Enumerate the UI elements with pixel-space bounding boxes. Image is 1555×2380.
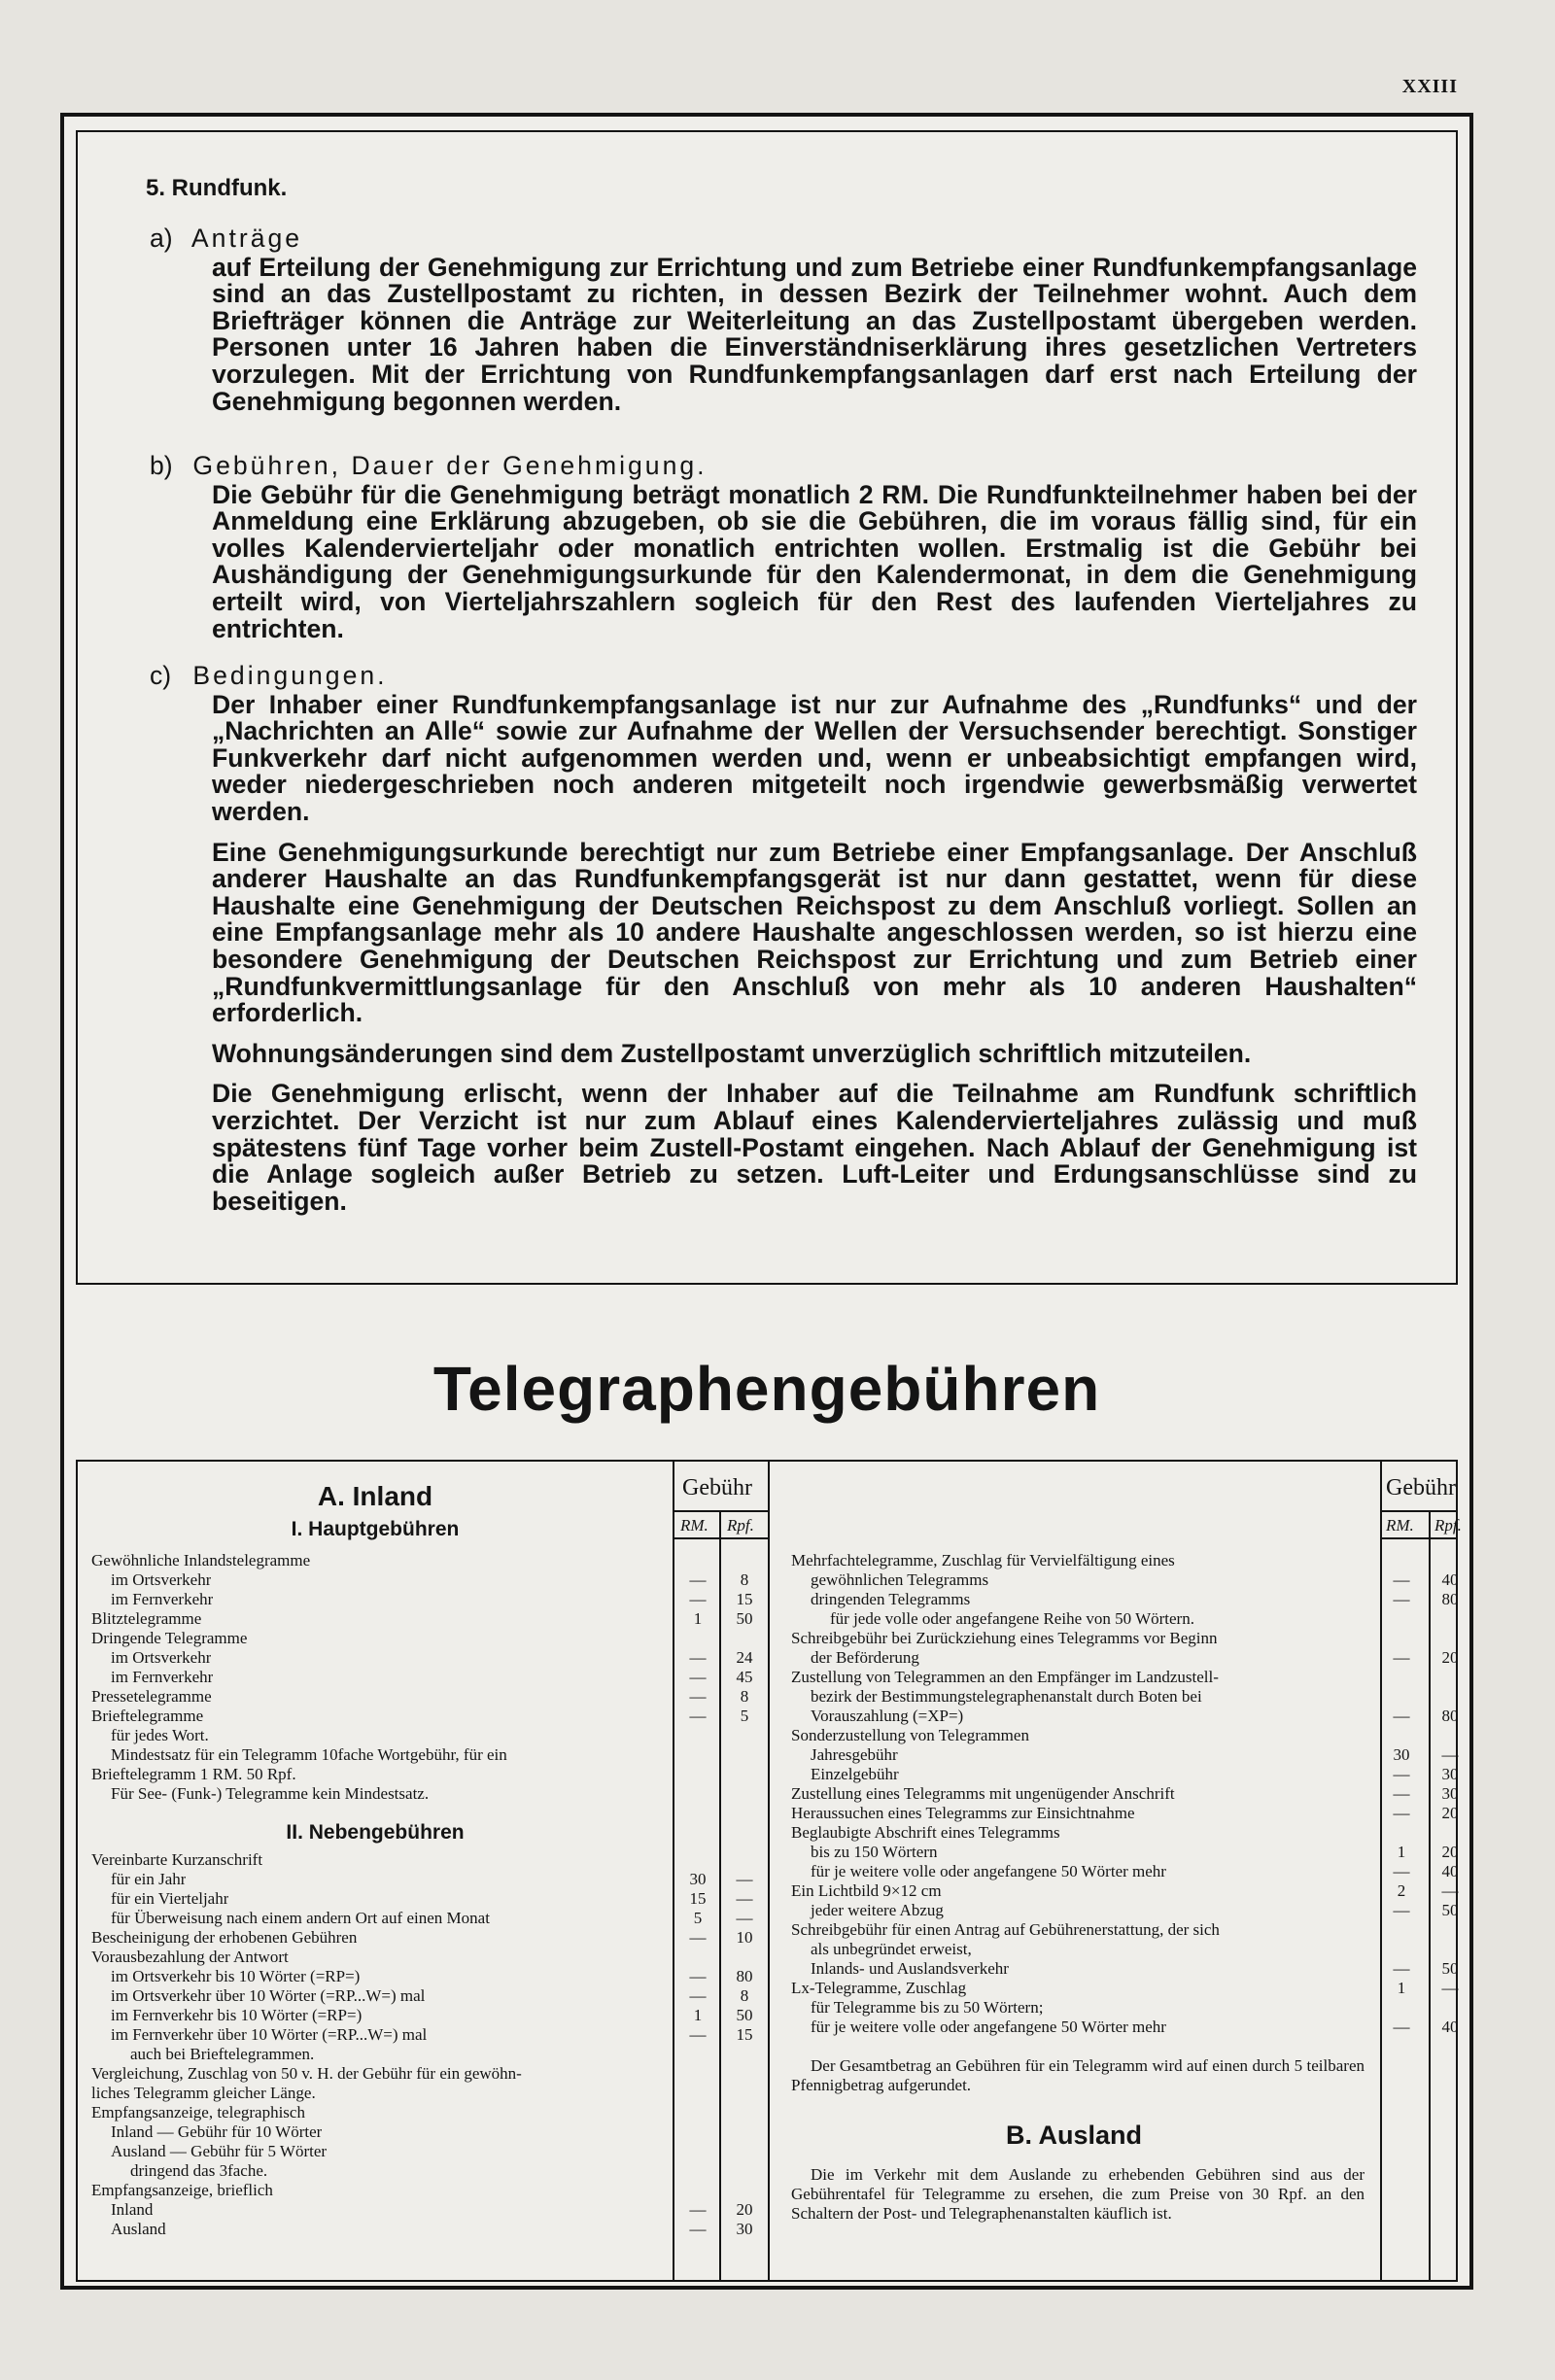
subsection-heading-text: Bedingungen.	[192, 661, 388, 690]
rpf-value: 80	[1441, 1590, 1459, 1608]
rm-value: —	[689, 2200, 707, 2219]
tariff-label: Inland	[111, 2200, 154, 2219]
tariff-label: jeder weitere Abzug	[811, 1901, 944, 1919]
tariff-label: Zustellung von Telegrammen an den Empfänger im Landzustell-	[791, 1668, 1219, 1686]
subsection-b	[150, 453, 1417, 656]
tariff-row	[791, 1765, 1462, 1784]
tariff-row	[791, 1687, 1462, 1707]
hauptgebuehren-heading: I. Hauptgebühren	[291, 1518, 460, 1540]
rpf-value: 15	[736, 2025, 753, 2044]
tariff-label: Inland — Gebühr für 10 Wörter	[111, 2122, 323, 2141]
tariff-row	[791, 1979, 1462, 1998]
tariff-row	[791, 1590, 1462, 1609]
tariff-row	[791, 1862, 1462, 1881]
rpf-value: 20	[1441, 1648, 1459, 1667]
rm-value: —	[689, 1967, 707, 1985]
gebuehr-header-left: Gebühr	[682, 1475, 752, 1500]
subsection-heading-text: Gebühren, Dauer der Genehmigung.	[192, 451, 708, 480]
tariff-label: Bescheinigung der erhobenen Gebühren	[91, 1928, 358, 1947]
tariff-row	[791, 1648, 1462, 1668]
tariff-label: Mehrfachtelegramme, Zuschlag für Vervielfältigung eines	[791, 1551, 1175, 1569]
subsection-heading-text: Anträge	[190, 224, 303, 253]
tariff-row	[91, 1889, 772, 1909]
tariff-row	[791, 2018, 1462, 2037]
right-list	[791, 1551, 1462, 2037]
tariff-label: Schreibgebühr bei Zurückziehung eines Telegramms vor Beginn	[791, 1629, 1218, 1647]
tariff-label: Beglaubigte Abschrift eines Telegramms	[791, 1823, 1060, 1842]
tariff-row	[91, 1570, 772, 1590]
tariff-label: liches Telegramm gleicher Länge.	[91, 2084, 316, 2102]
tariff-label: Zustellung eines Telegramms mit ungenügender Anschrift	[791, 1784, 1175, 1803]
tariff-row	[791, 1940, 1462, 1959]
tariff-label: im Ortsverkehr über 10 Wörter (=RP...W=) mal	[111, 1986, 426, 2005]
tariff-label: dringenden Telegramms	[811, 1590, 971, 1608]
hauptgebuehren-list	[91, 1551, 772, 1804]
tariff-label: Empfangsanzeige, brieflich	[91, 2181, 273, 2199]
nebengebuehren-list	[91, 1850, 772, 2239]
tariff-label: Mindestsatz für ein Telegramm 10fache Wortgebühr, für ein	[111, 1745, 507, 1764]
rm-value: —	[1393, 1901, 1410, 1919]
rpf-value: 30	[1441, 1784, 1459, 1803]
rpf-value: —	[1441, 1881, 1459, 1900]
rm-value: 30	[689, 1870, 707, 1888]
rpf-value: 20	[736, 2200, 753, 2219]
tariff-row	[91, 1870, 772, 1889]
rpf-value: 30	[736, 2220, 753, 2238]
tariff-row	[91, 2064, 772, 2084]
rpf-value: 40	[1441, 1570, 1459, 1589]
rm-value: —	[689, 1707, 707, 1725]
rpf-value: —	[1441, 1745, 1459, 1764]
telegraph-title-band	[76, 1304, 1458, 1446]
header-rule	[673, 1537, 768, 1539]
rm-header-left: RM.	[680, 1516, 708, 1535]
tariff-label: Brieftelegramme	[91, 1707, 204, 1725]
tariff-label: gewöhnlichen Telegramms	[811, 1570, 989, 1589]
tariff-label: Lx-Telegramme, Zuschlag	[791, 1979, 967, 1997]
rm-value: —	[689, 1986, 707, 2005]
tariff-label: im Ortsverkehr	[111, 1648, 212, 1667]
subsection-a	[150, 225, 1417, 429]
paragraph: Die Gebühr für die Genehmigung beträgt monatlich 2 RM. Die Rundfunkteilnehmer haben bei der Anmeldung eine Erklärung abzugeben, ob sie die Gebühren, die im voraus fällig sind, für ein volles Kalendervierteljahr oder monatlich entrichten wollen. Erstmalig ist die Gebühr bei Aushändigung der Genehmigungsurkunde für den Kalendermonat, in dem die Genehmigung erteilt wird, von Vierteljahrszahlern sogleich für den Rest des laufenden Vierteljahres zu entrichten.	[212, 479, 1417, 643]
rpf-value: —	[1441, 1979, 1459, 1997]
tariff-row	[91, 2025, 772, 2045]
tariff-row	[91, 2103, 772, 2122]
tariff-row	[91, 2006, 772, 2025]
rpf-value: 40	[1441, 2018, 1459, 2036]
paragraph: Wohnungsänderungen sind dem Zustellpostamt unverzüglich schriftlich mitzuteilen.	[212, 1038, 1252, 1068]
tariff-label: Heraussuchen eines Telegramms zur Einsichtnahme	[791, 1804, 1135, 1822]
subsection-c-body	[212, 689, 1417, 1216]
rundfunk-box	[76, 130, 1458, 1285]
tariff-label: bis zu 150 Wörtern	[811, 1843, 938, 1861]
rpf-value: 24	[736, 1648, 753, 1667]
rpf-header-left: Rpf.	[727, 1516, 754, 1535]
tariff-row	[91, 1726, 772, 1745]
tariff-label: Ausland	[111, 2220, 166, 2238]
tariff-row	[91, 1687, 772, 1707]
rpf-value: 5	[740, 1707, 749, 1725]
tariff-row	[91, 2220, 772, 2239]
rpf-value: 50	[1441, 1959, 1459, 1978]
rm-value: —	[1393, 1648, 1410, 1667]
tariff-row	[791, 1551, 1462, 1570]
telegraph-table	[76, 1460, 1462, 2282]
rm-value: —	[1393, 1784, 1410, 1803]
rpf-value: 50	[736, 1609, 753, 1628]
rm-value: —	[1393, 1959, 1410, 1978]
rm-value: —	[1393, 2018, 1410, 2036]
tariff-label: der Beförderung	[811, 1648, 919, 1667]
tariff-label: Gewöhnliche Inlandstelegramme	[91, 1551, 311, 1569]
tariff-row	[791, 1843, 1462, 1862]
subsection-letter: a)	[150, 224, 173, 253]
rpf-value: 45	[736, 1668, 753, 1686]
tariff-label: Vereinbarte Kurzanschrift	[91, 1850, 263, 1869]
subsection-b-heading	[150, 453, 1417, 480]
rm-value: —	[1393, 1765, 1410, 1783]
tariff-row	[91, 1765, 772, 1784]
rm-value: 1	[693, 2006, 703, 2024]
rm-value: 5	[693, 1909, 703, 1927]
tariff-row	[91, 1928, 772, 1948]
rm-value: —	[1393, 1862, 1410, 1880]
tariff-row	[91, 2122, 772, 2142]
subsection-a-heading	[150, 225, 1417, 253]
tariff-row	[791, 1920, 1462, 1940]
tariff-label: Empfangsanzeige, telegraphisch	[91, 2103, 305, 2121]
tariff-label: im Fernverkehr bis 10 Wörter (=RP=)	[111, 2006, 363, 2024]
subsection-letter: c)	[150, 661, 172, 690]
header-rule	[1380, 1510, 1458, 1512]
rpf-value: —	[736, 1870, 753, 1888]
rm-value: —	[689, 1668, 707, 1686]
rpf-value: 20	[1441, 1843, 1459, 1861]
tariff-label: Vorausbezahlung der Antwort	[91, 1948, 289, 1966]
tariff-row	[791, 1668, 1462, 1687]
tariff-row	[791, 1726, 1462, 1745]
ausland-heading: B. Ausland	[1005, 2121, 1142, 2150]
rpf-value: 80	[1441, 1707, 1459, 1725]
header-rule	[1380, 1537, 1458, 1539]
subsection-c-heading	[150, 663, 1417, 690]
tariff-row	[791, 1707, 1462, 1726]
header-rule	[673, 1510, 768, 1512]
rpf-value: —	[736, 1909, 753, 1927]
rm-value: —	[1393, 1590, 1410, 1608]
tariff-label: im Fernverkehr über 10 Wörter (=RP...W=) mal	[111, 2025, 428, 2044]
tariff-row	[91, 2181, 772, 2200]
tariff-row	[791, 1998, 1462, 2018]
rm-value: —	[1393, 1570, 1410, 1589]
tariff-row	[91, 2084, 772, 2103]
rpf-header-right: Rpf.	[1434, 1516, 1462, 1535]
tariff-row	[91, 1609, 772, 1629]
rpf-value: 8	[740, 1687, 749, 1706]
telegraph-title: Telegraphengebühren	[432, 1354, 1101, 1424]
ausland-text: Die im Verkehr mit dem Auslande zu erhebenden Gebühren sind aus der Gebührentafel für Telegramme zu ersehen, die zum Preise von 30 Rpf. an den Schaltern der Post- und Telegraphenanstalten käuflich ist.	[791, 2165, 1365, 2223]
rpf-value: 8	[740, 1986, 749, 2005]
tariff-label: im Ortsverkehr	[111, 1570, 212, 1589]
tariff-label: Brieftelegramm 1 RM. 50 Rpf.	[91, 1765, 296, 1783]
nebengebuehren-heading: II. Nebengebühren	[286, 1821, 465, 1844]
tariff-row	[791, 1959, 1462, 1979]
rm-header-right: RM.	[1386, 1516, 1414, 1535]
tariff-row	[91, 1551, 772, 1570]
tariff-label: Dringende Telegramme	[91, 1629, 248, 1647]
tariff-row	[91, 1707, 772, 1726]
tariff-label: Schreibgebühr für einen Antrag auf Gebührenerstattung, der sich	[791, 1920, 1220, 1939]
rm-value: 1	[693, 1609, 703, 1628]
subsection-c	[150, 663, 1417, 1228]
tariff-label: für jede volle oder angefangene Reihe von 50 Wörtern.	[830, 1609, 1194, 1628]
tariff-row	[791, 1901, 1462, 1920]
tariff-label: für je weitere volle oder angefangene 50 Wörter mehr	[811, 2018, 1166, 2036]
rpf-value: 50	[736, 2006, 753, 2024]
tariff-row	[91, 1986, 772, 2006]
tariff-label: Vergleichung, Zuschlag von 50 v. H. der Gebühr für ein gewöhn-	[91, 2064, 522, 2083]
tariff-label: für Telegramme bis zu 50 Wörtern;	[811, 1998, 1044, 2017]
inland-heading: A. Inland	[317, 1481, 433, 1511]
tariff-label: für Überweisung nach einem andern Ort auf einen Monat	[111, 1909, 490, 1927]
tariff-row	[91, 2142, 772, 2161]
tariff-row	[791, 1784, 1462, 1804]
rpf-value: 50	[1441, 1901, 1459, 1919]
paragraph: Eine Genehmigungsurkunde berechtigt nur zum Betriebe einer Empfangsanlage. Der Anschluß anderer Haushalte an das Rundfunkempfangsgerät ist nur dann gestattet, wenn für diese Haushalte eine Genehmigung der Deutschen Reichspost zu dem Anschluß vorliegt. Sollen an eine Empfangsanlage mehr als 10 andere Haushalte angeschlossen werden, so ist hierzu eine besondere Genehmigung der Deutschen Reichspost zur Errichtung und zum Betrieb einer „Rundfunkvermittlungsanlage für den Anschluß von mehr als 10 anderen Haushalten“ erforderlich.	[212, 837, 1417, 1028]
tariff-label: Jahresgebühr	[811, 1745, 898, 1764]
rm-value: —	[1393, 1804, 1410, 1822]
tariff-label: für jedes Wort.	[111, 1726, 209, 1744]
rm-value: 1	[1397, 1843, 1406, 1861]
section-title: 5. Rundfunk.	[146, 175, 288, 201]
tariff-label: Für See- (Funk-) Telegramme kein Mindestsatz.	[111, 1784, 430, 1803]
rpf-value: —	[736, 1889, 753, 1908]
tariff-row	[791, 1609, 1462, 1629]
tariff-label: Ein Lichtbild 9×12 cm	[791, 1881, 942, 1900]
rpf-value: 10	[736, 1928, 753, 1947]
tariff-label: Ausland — Gebühr für 5 Wörter	[111, 2142, 328, 2160]
tariff-row	[91, 1745, 772, 1765]
rm-value: —	[689, 1570, 707, 1589]
tariff-label: Blitztelegramme	[91, 1609, 202, 1628]
tariff-row	[91, 1648, 772, 1668]
rounding-note: Der Gesamtbetrag an Gebühren für ein Telegramm wird auf einen durch 5 teilbaren Pfennigbetrag aufgerundet.	[791, 2056, 1365, 2094]
tariff-row	[791, 1823, 1462, 1843]
tariff-row	[91, 1967, 772, 1986]
tariff-label: Vorauszahlung (=XP=)	[811, 1707, 964, 1725]
rm-value: 30	[1393, 1745, 1410, 1764]
tariff-row	[91, 1784, 772, 1804]
tariff-row	[791, 1745, 1462, 1765]
tariff-label: Sonderzustellung von Telegrammen	[791, 1726, 1029, 1744]
rpf-value: 20	[1441, 1804, 1459, 1822]
rm-value: —	[689, 1648, 707, 1667]
tariff-label: Einzelgebühr	[811, 1765, 899, 1783]
tariff-row	[91, 2161, 772, 2181]
tariff-label: auch bei Brieftelegrammen.	[130, 2045, 315, 2063]
rm-value: 1	[1397, 1979, 1406, 1997]
tariff-row	[91, 1590, 772, 1609]
tariff-row	[91, 1948, 772, 1967]
rpf-value: 80	[736, 1967, 753, 1985]
tariff-row	[91, 1668, 772, 1687]
subsection-b-body	[212, 479, 1417, 643]
page-number: XXIII	[1401, 76, 1458, 97]
tariff-row	[791, 1881, 1462, 1901]
rm-value: —	[689, 1928, 707, 1947]
tariff-label: für ein Jahr	[111, 1870, 187, 1888]
rm-value: —	[689, 2025, 707, 2044]
paragraph: auf Erteilung der Genehmigung zur Errichtung und zum Betriebe einer Rundfunkempfangsanlage sind an das Zustellpostamt zu richten, in dessen Bezirk der Teilnehmer wohnt. Auch dem Briefträger können die Anträge zur Weiterleitung an das Zustellpostamt übergeben werden. Personen unter 16 Jahren haben die Einverständniserklärung ihres gesetzlichen Vertreters vorzulegen. Mit der Errichtung von Rundfunkempfangsanlagen darf erst nach Erteilung der Genehmigung begonnen werden.	[212, 252, 1417, 416]
tariff-label: im Fernverkehr	[111, 1668, 214, 1686]
rm-value: —	[1393, 1707, 1410, 1725]
rm-value: 15	[689, 1889, 707, 1908]
page-frame	[60, 113, 1473, 2290]
tariff-label: für ein Vierteljahr	[111, 1889, 229, 1908]
tariff-row	[791, 1804, 1462, 1823]
tariff-row	[91, 1850, 772, 1870]
tariff-label: für je weitere volle oder angefangene 50 Wörter mehr	[811, 1862, 1166, 1880]
paragraph: Die Genehmigung erlischt, wenn der Inhaber auf die Teilnahme am Rundfunk schriftlich verzichtet. Der Verzicht ist nur zum Ablauf eines Kalendervierteljahres zulässig und muß spätestens fünf Tage vorher beim Zustell-Postamt eingehen. Nach Ablauf der Genehmigung ist die Anlage sogleich außer Betrieb zu setzen. Luft-Leiter und Erdungsanschlüsse sind zu beseitigen.	[212, 1079, 1417, 1216]
tariff-row	[791, 1629, 1462, 1648]
tariff-row	[791, 1570, 1462, 1590]
rpf-value: 40	[1441, 1862, 1459, 1880]
gebuehr-header-right: Gebühr	[1386, 1475, 1456, 1500]
rpf-value: 15	[736, 1590, 753, 1608]
rm-value: —	[689, 1687, 707, 1706]
rm-value: 2	[1397, 1881, 1406, 1900]
tariff-label: bezirk der Bestimmungstelegraphenanstalt durch Boten bei	[811, 1687, 1202, 1706]
tariff-row	[91, 2045, 772, 2064]
tariff-row	[91, 2200, 772, 2220]
paragraph: Der Inhaber einer Rundfunkempfangsanlage ist nur zur Aufnahme des „Rundfunks“ und der „Nachrichten an Alle“ sowie zur Aufnahme der Wellen der Versuchsender berechtigt. Sonstiger Funkverkehr darf nicht aufgenommen werden und, wenn er unbeabsichtigt empfangen wird, weder niedergeschrieben noch anderen mitgeteilt noch irgendwie gewerbsmäßig verwertet werden.	[212, 689, 1417, 826]
tariff-row	[91, 1909, 772, 1928]
rpf-value: 8	[740, 1570, 749, 1589]
subsection-letter: b)	[150, 451, 173, 480]
tariff-label: Inlands- und Auslandsverkehr	[811, 1959, 1009, 1978]
tariff-label: im Ortsverkehr bis 10 Wörter (=RP=)	[111, 1967, 361, 1985]
tariff-row	[91, 1629, 772, 1648]
subsection-a-body	[212, 252, 1417, 416]
tariff-label: dringend das 3fache.	[130, 2161, 268, 2180]
tariff-label: im Fernverkehr	[111, 1590, 214, 1608]
rm-value: —	[689, 1590, 707, 1608]
rpf-value: 30	[1441, 1765, 1459, 1783]
tariff-label: Pressetelegramme	[91, 1687, 212, 1706]
tariff-label: als unbegründet erweist,	[811, 1940, 972, 1958]
rm-value: —	[689, 2220, 707, 2238]
